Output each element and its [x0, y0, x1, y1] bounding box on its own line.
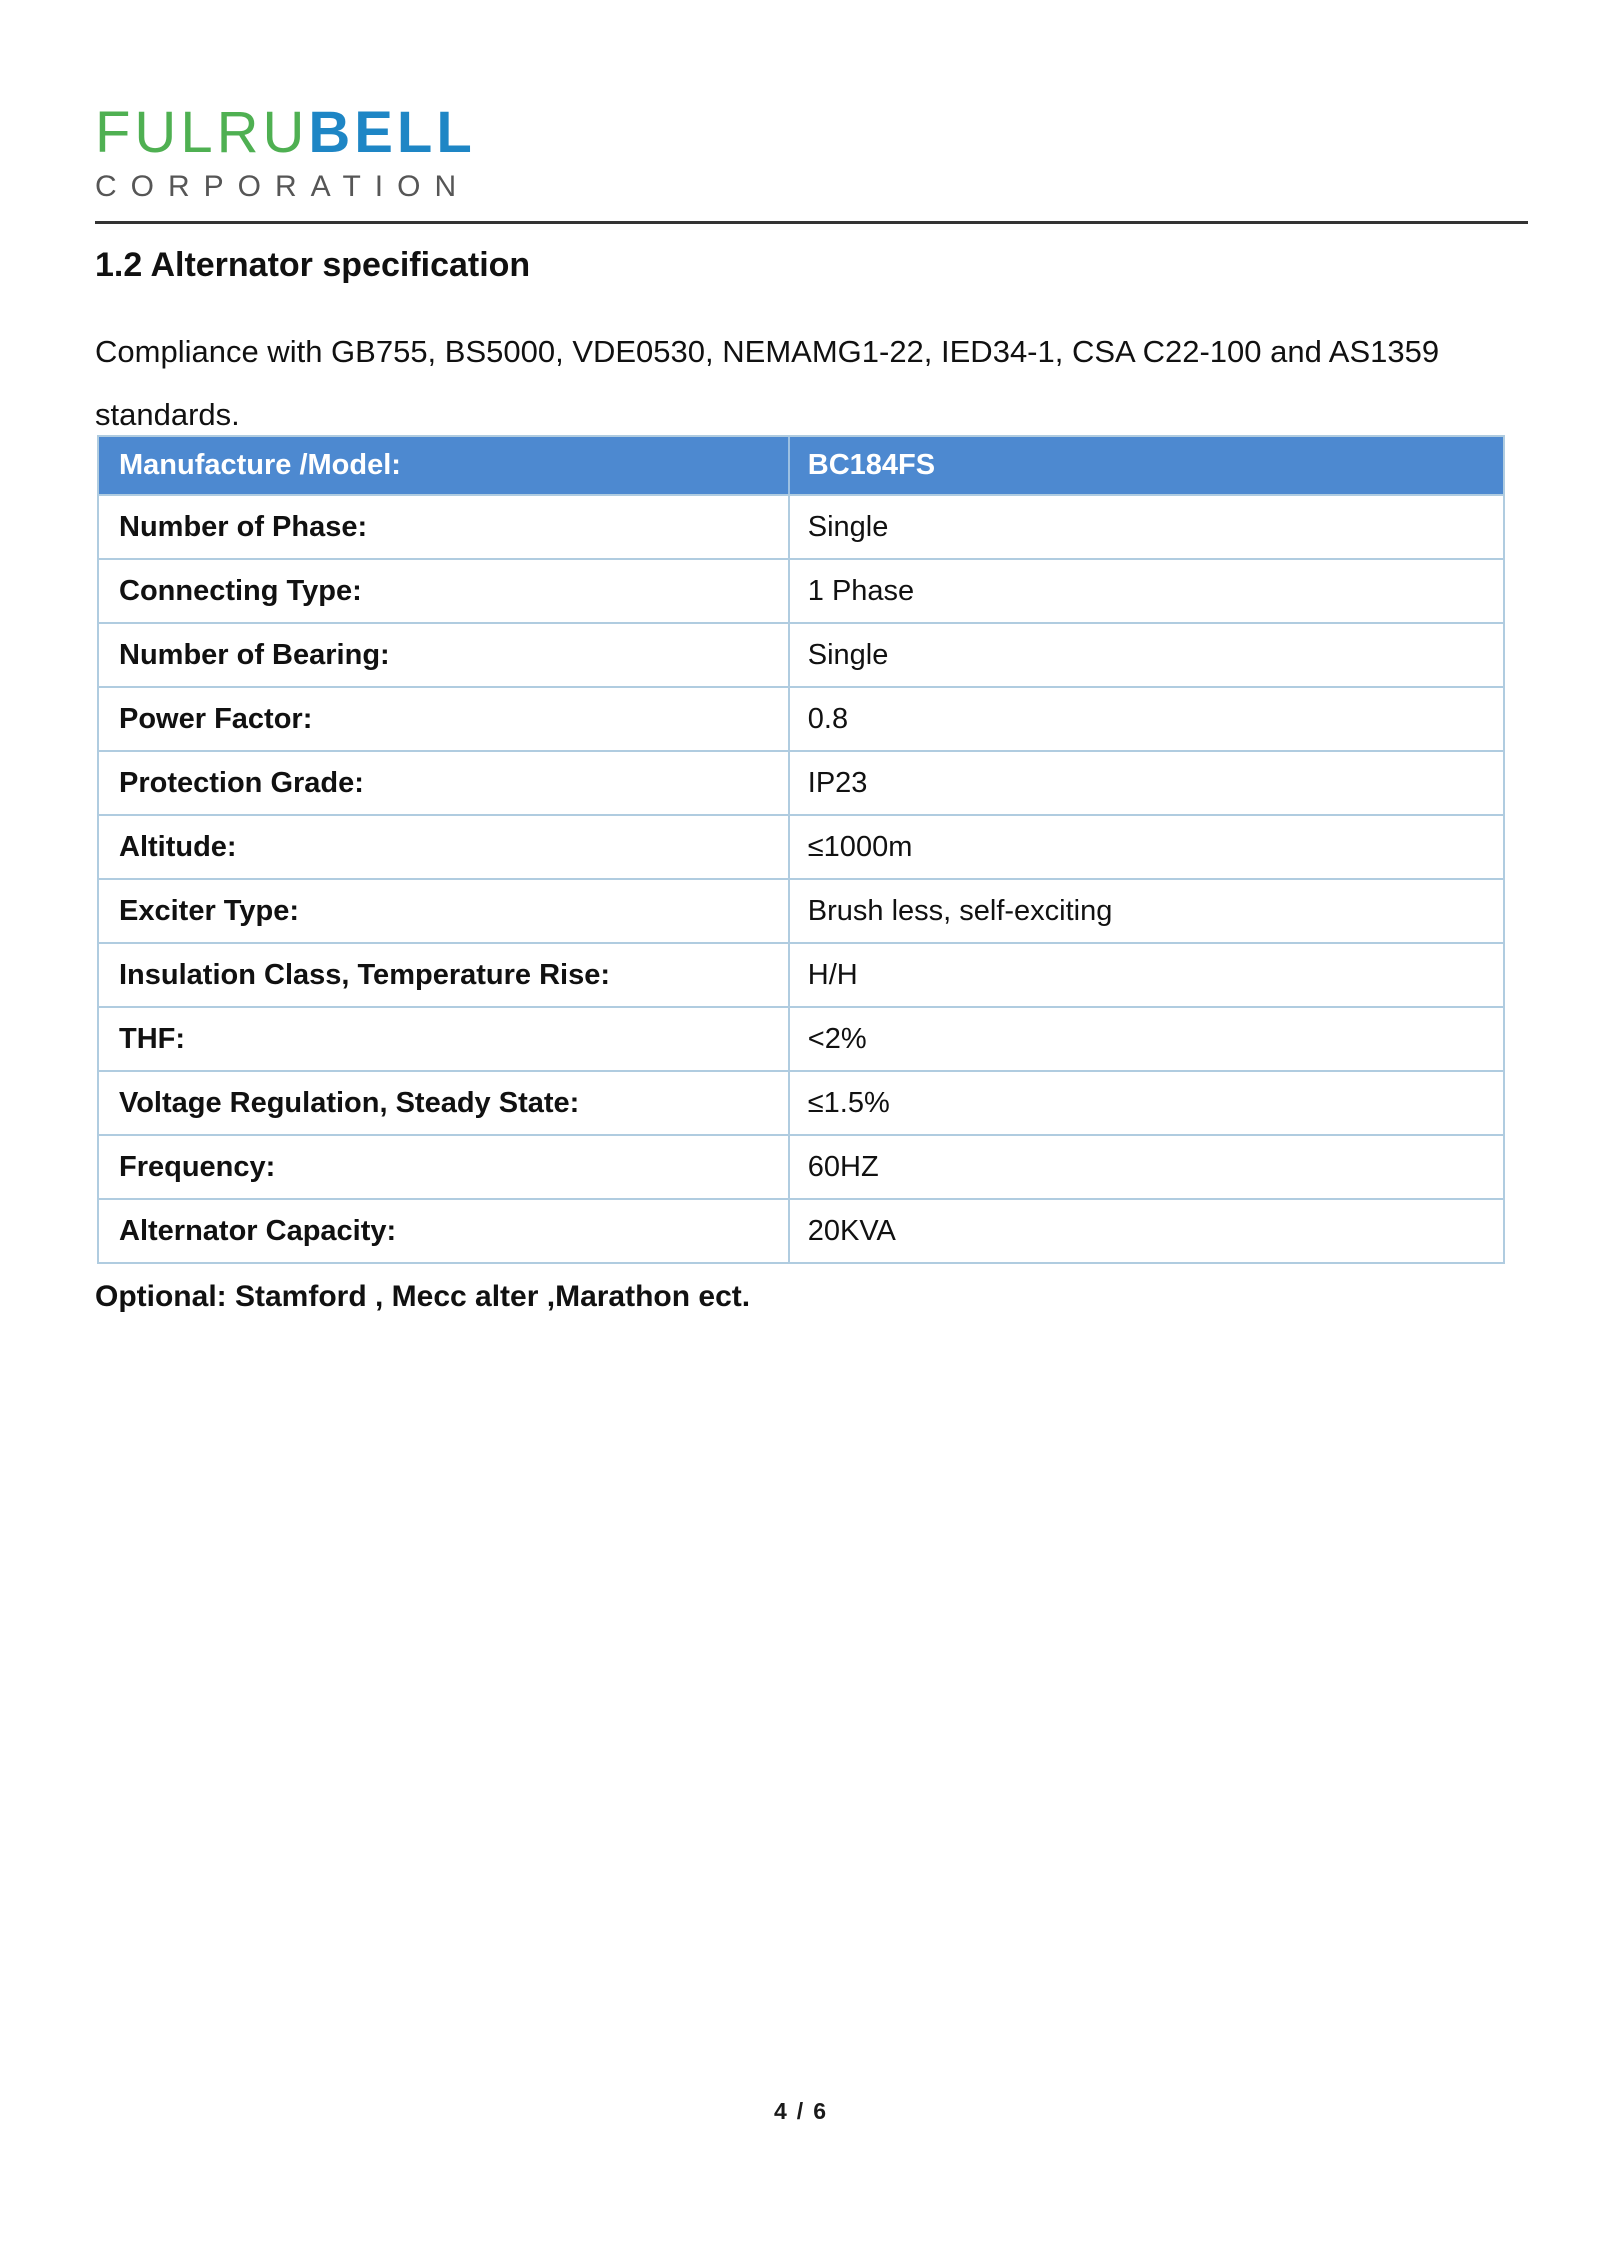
logo-text-fulru: FULRU — [95, 100, 309, 165]
table-header-label: Manufacture /Model: — [99, 437, 790, 494]
row-value: <2% — [807, 1022, 867, 1055]
header-divider — [95, 221, 1528, 224]
row-label: THF: — [99, 1008, 790, 1070]
table-row — [99, 816, 1503, 880]
compliance-paragraph — [95, 320, 1525, 446]
table-header-row — [99, 437, 1503, 496]
logo-text-bell: BELL — [308, 100, 476, 165]
row-label: Number of Phase: — [99, 496, 790, 558]
row-label: Number of Bearing: — [99, 624, 790, 686]
row-value: 60HZ — [807, 1150, 879, 1183]
table-row — [99, 1200, 1503, 1262]
row-label: Frequency: — [99, 1136, 790, 1198]
row-value: 20KVA — [807, 1214, 896, 1247]
table-row — [99, 1008, 1503, 1072]
table-row — [99, 944, 1503, 1008]
row-value: Brush less, self-exciting — [807, 894, 1113, 927]
compliance-line-1: Compliance with GB755, BS5000, VDE0530, NEMAMG1-22, IED34-1, CSA C22-100 and AS1359 — [95, 334, 1440, 369]
table-row — [99, 1136, 1503, 1200]
table-row — [99, 752, 1503, 816]
company-logo — [95, 100, 476, 204]
table-header-value: BC184FS — [807, 449, 936, 481]
row-value: IP23 — [807, 766, 868, 799]
logo-wordmark — [95, 100, 476, 165]
section-heading: 1.2 Alternator specification — [95, 246, 531, 284]
row-label: Alternator Capacity: — [99, 1200, 790, 1262]
optional-note: Optional: Stamford , Mecc alter ,Marathon ect. — [95, 1280, 751, 1313]
table-row — [99, 1072, 1503, 1136]
logo-subtitle: CORPORATION — [95, 170, 471, 203]
alternator-spec-table — [97, 435, 1505, 1264]
page-total: 6 — [813, 2098, 826, 2124]
row-value: ≤1.5% — [807, 1086, 890, 1119]
table-row — [99, 624, 1503, 688]
table-row — [99, 560, 1503, 624]
table-row — [99, 688, 1503, 752]
row-value: 0.8 — [807, 702, 849, 735]
page-footer — [0, 2098, 1600, 2125]
row-label: Insulation Class, Temperature Rise: — [99, 944, 790, 1006]
table-row — [99, 880, 1503, 944]
row-label: Power Factor: — [99, 688, 790, 750]
compliance-line-2: standards. — [95, 397, 240, 432]
row-value: ≤1000m — [807, 830, 913, 863]
row-label: Voltage Regulation, Steady State: — [99, 1072, 790, 1134]
page-number-separator: / — [796, 2098, 804, 2124]
row-label: Exciter Type: — [99, 880, 790, 942]
row-value: 1 Phase — [807, 574, 915, 607]
row-value: Single — [807, 510, 889, 543]
table-row — [99, 496, 1503, 560]
row-value: Single — [807, 638, 889, 671]
row-label: Protection Grade: — [99, 752, 790, 814]
page-number: 4 — [774, 2098, 787, 2124]
row-label: Connecting Type: — [99, 560, 790, 622]
row-value: H/H — [807, 958, 858, 991]
row-label: Altitude: — [99, 816, 790, 878]
